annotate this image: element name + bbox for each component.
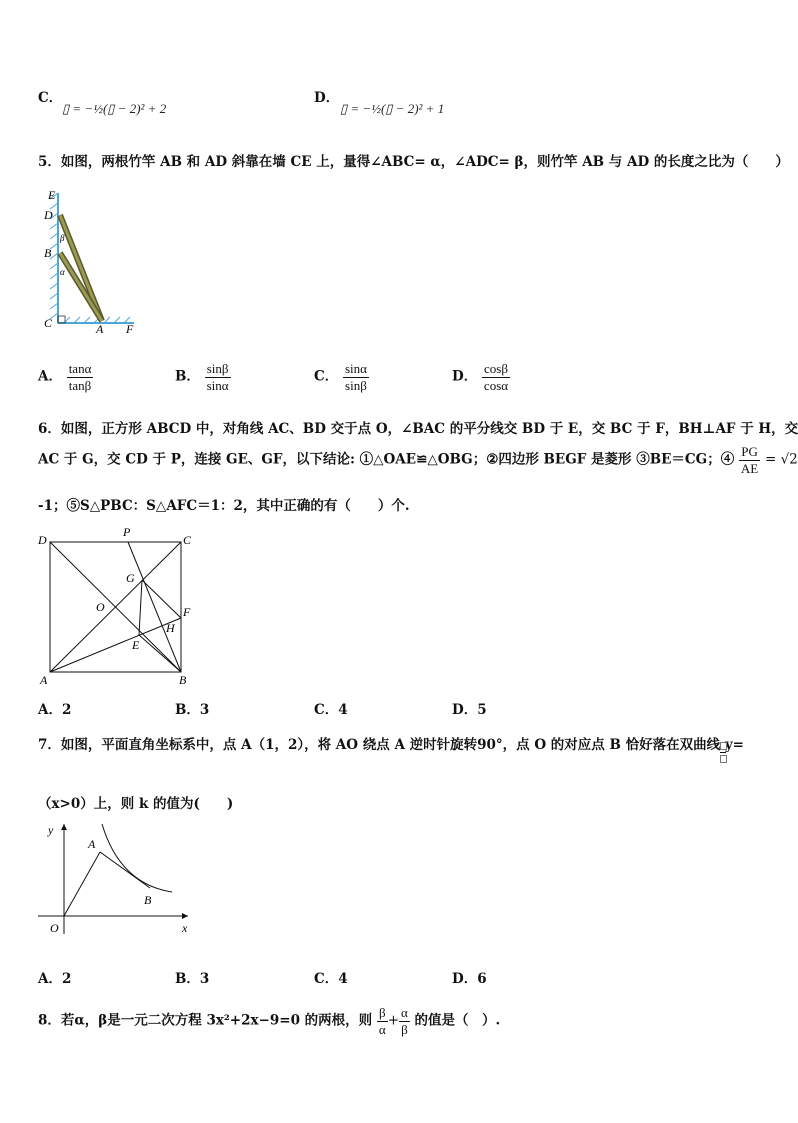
q6-label-e: E (132, 638, 140, 652)
q5-option-d-fraction: $\frac{\cos\beta}{\cos\alpha}$ (483, 361, 509, 393)
q8-stem: 8．若α，β是一元二次方程 3x²+2x−9=0 的两根，则 $\frac{\beta}{\alpha}$ + $\frac{\alpha}{\beta}$ 的值是（ ）. (38, 1005, 501, 1037)
q7-label-o: O (50, 921, 59, 935)
q5-label-alpha: α (60, 267, 65, 277)
q5-option-a: A． $\frac{\tan\alpha}{\tan\beta}$ (38, 361, 92, 393)
q6-label-g: G (126, 571, 135, 585)
q6-line2: AC 于 G，交 CD 于 P，连接 GE、GF，以下结论: ①△OAE≌△OBG；②四边形 BEGF 是菱形 ③BE＝CG；④ $\frac{PG}{AE}$ = √2 (38, 444, 798, 476)
q5-option-b: B． $\frac{\sin\beta}{\sin\alpha}$ (175, 361, 229, 393)
q5-option-d: D． $\frac{\cos\beta}{\cos\alpha}$ (452, 361, 509, 393)
q6-label-p: P (123, 525, 131, 539)
q4-option-c-label: C． (38, 90, 63, 106)
q7-line1: 7．如图，平面直角坐标系中，点 A（1，2），将 AO 绕点 A 逆时针旋转90°，点 O 的对应点 B 恰好落在双曲线 y= (38, 737, 744, 753)
q4-option-c-formula: ▯ = −½(▯ − 2)² + 2 (62, 101, 167, 116)
q8-beta-over-alpha: $\frac{\beta}{\alpha}$ (378, 1005, 386, 1037)
q5-label-f: F (126, 322, 134, 336)
q5-option-c: C． $\frac{\sin\alpha}{\sin\beta}$ (314, 361, 367, 393)
q5-label-c: C (44, 316, 53, 330)
q5-stem: 5．如图，两根竹竿 AB 和 AD 斜靠在墙 CE 上，量得∠ABC= α，∠ADC= β，则竹竿 AB 与 AD 的长度之比为（ ） (38, 154, 789, 170)
q6-option-b: B．3 (175, 702, 210, 718)
q6-label-f: F (183, 605, 191, 619)
q6-label-o: O (96, 600, 105, 614)
q7-label-a: A (88, 837, 96, 851)
q6-figure (36, 522, 206, 688)
q5-option-b-fraction: $\frac{\sin\beta}{\sin\alpha}$ (206, 361, 229, 393)
q7-label-b: B (144, 893, 152, 907)
q7-label-y: y (48, 823, 54, 837)
q5-label-beta: β (60, 233, 65, 243)
q5-figure (38, 185, 148, 335)
q6-label-c: C (183, 533, 192, 547)
q7-option-a: A．2 (38, 971, 72, 987)
q6-line1: 6．如图，正方形 ABCD 中，对角线 AC、BD 交于点 O，∠BAC 的平分线交 BD 于 E，交 BC 于 F，BH⊥AF 于 H，交 (38, 421, 798, 437)
q5-label-b: B (44, 246, 52, 260)
q6-ratio-fraction: $\frac{PG}{AE}$ (740, 444, 759, 476)
q6-label-b: B (179, 673, 187, 687)
q4-option-d-label: D． (314, 90, 340, 106)
q5-label-a: A (96, 322, 104, 336)
q5-option-a-fraction: $\frac{\tan\alpha}{\tan\beta}$ (68, 361, 92, 393)
q5-label-d: D (44, 208, 53, 222)
q4-option-d-formula: ▯ = −½(▯ − 2)² + 1 (340, 101, 445, 116)
q7-line2: （x>0）上，则 k 的值为( ) (38, 796, 234, 812)
q8-alpha-over-beta: $\frac{\alpha}{\beta}$ (401, 1005, 408, 1037)
q5-option-c-fraction: $\frac{\sin\alpha}{\sin\beta}$ (344, 361, 367, 393)
q6-option-d: D．5 (452, 702, 487, 718)
q6-label-d: D (38, 533, 47, 547)
q6-option-c: C．4 (314, 702, 348, 718)
q7-label-x: x (182, 921, 188, 935)
q7-option-c: C．4 (314, 971, 348, 987)
q7-figure (36, 818, 196, 938)
q6-label-a: A (40, 673, 48, 687)
q5-label-e: E (48, 188, 56, 202)
q7-option-d: D．6 (452, 971, 487, 987)
k-over-x-fraction-placeholder (720, 742, 726, 766)
q6-line3: -1；⑤S△PBC：S△AFC＝1：2，其中正确的有（ ）个. (38, 498, 410, 514)
q7-option-b: B．3 (175, 971, 210, 987)
q6-label-h: H (166, 621, 175, 635)
q6-option-a: A．2 (38, 702, 72, 718)
